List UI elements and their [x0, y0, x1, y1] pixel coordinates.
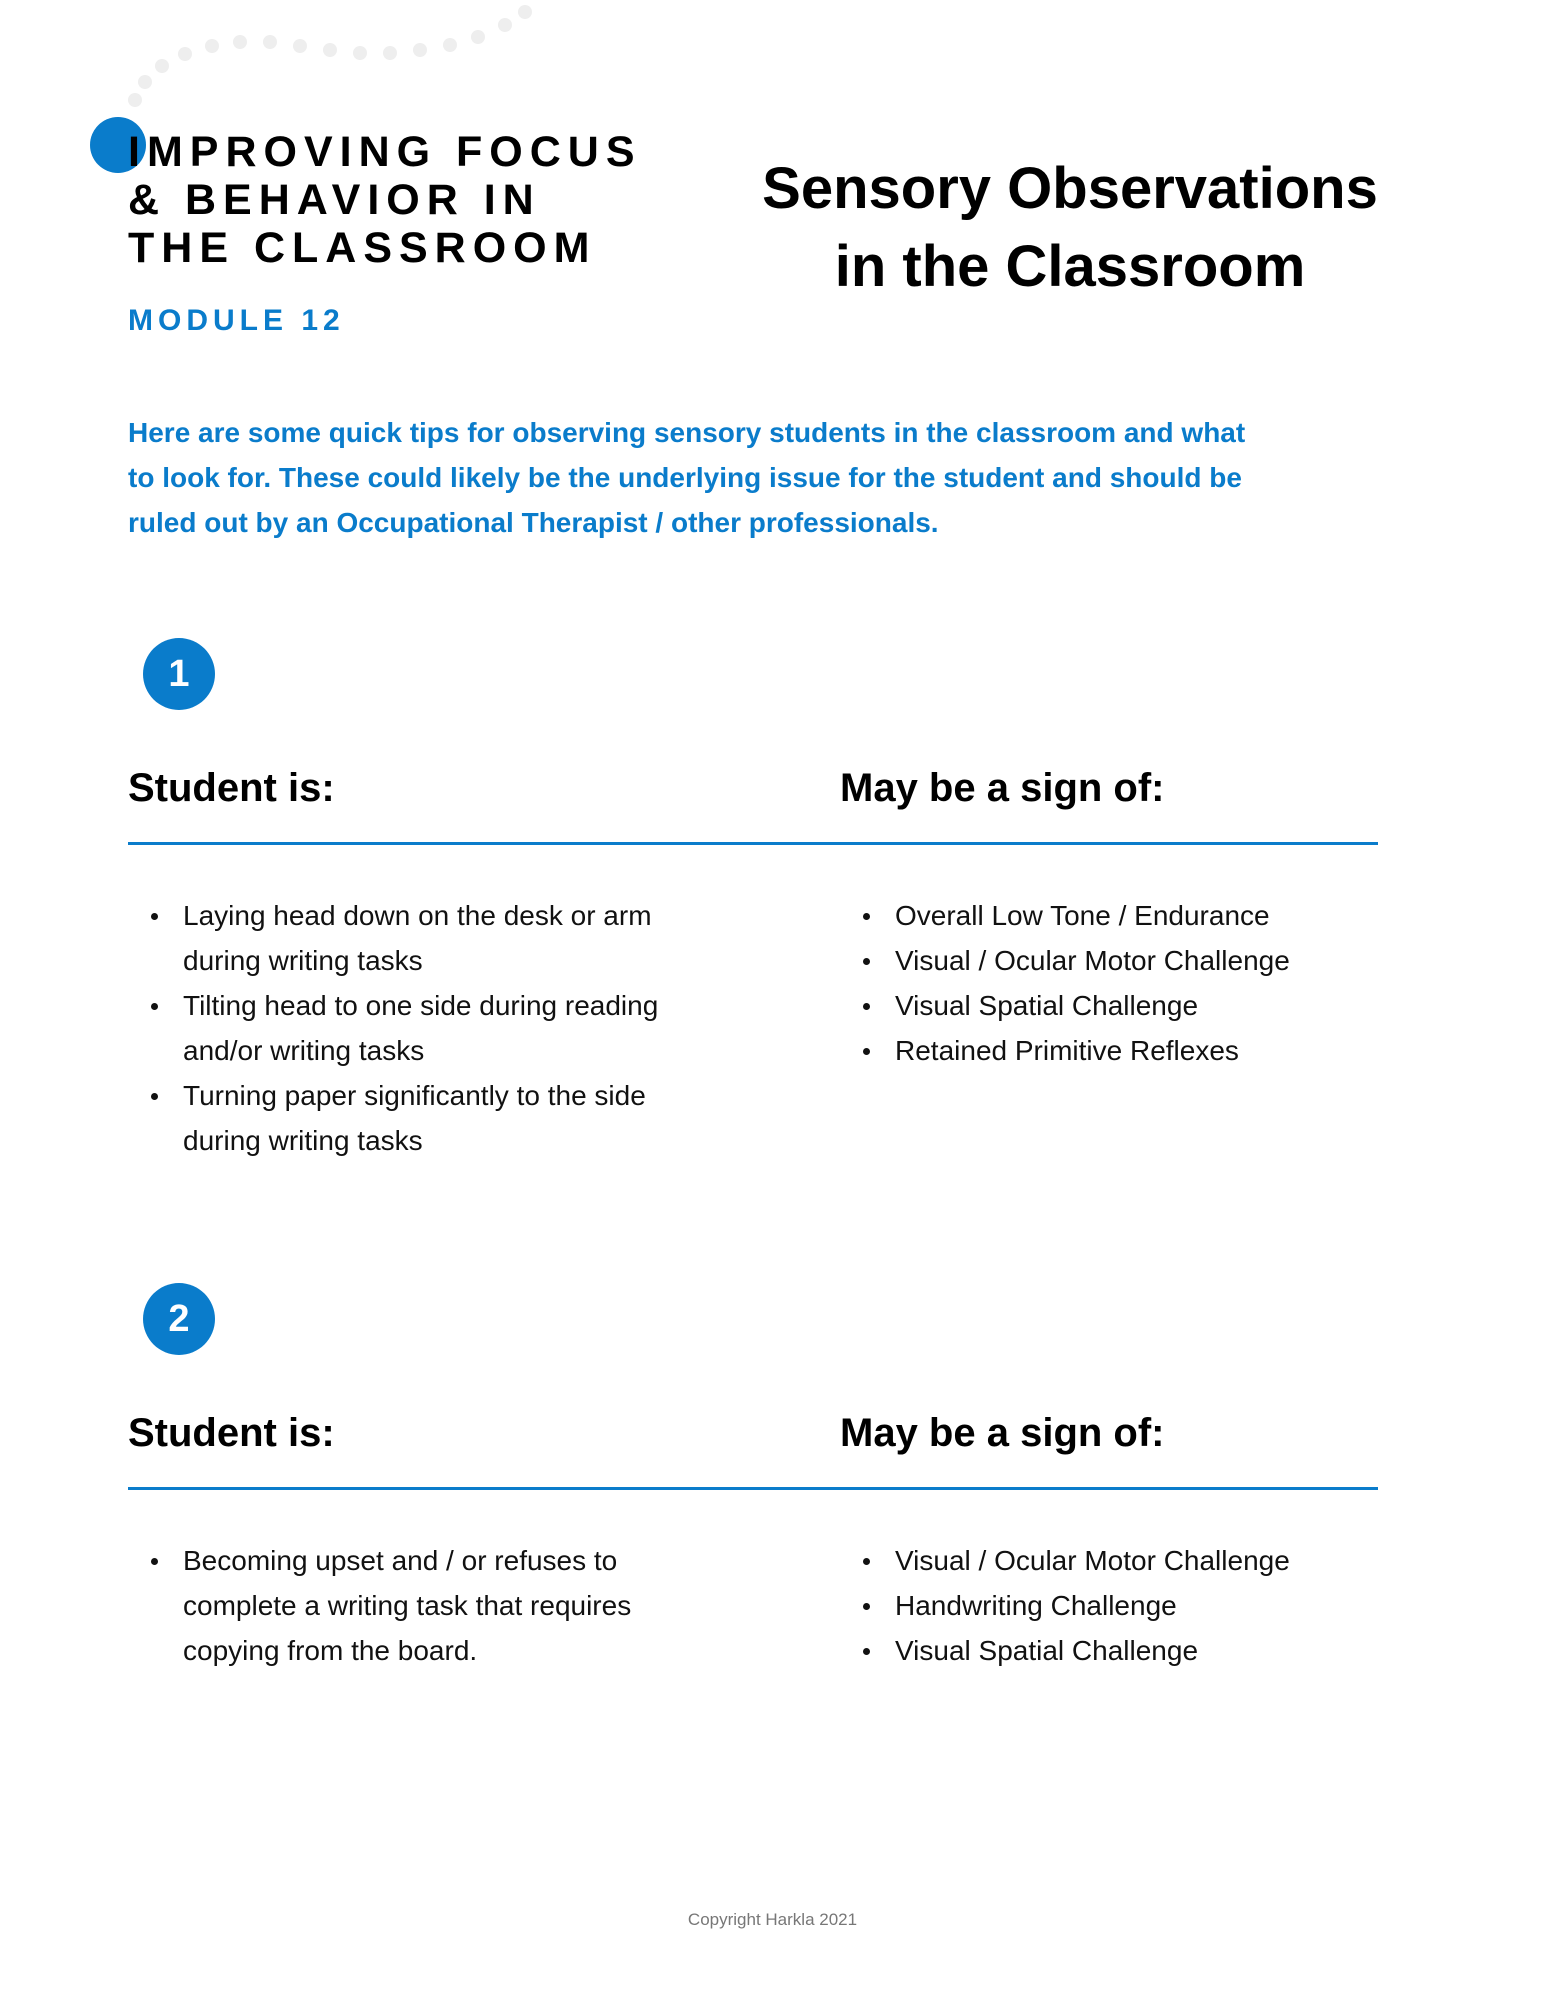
student-is-heading: Student is: — [128, 1411, 335, 1455]
section-divider — [128, 842, 1378, 845]
copyright-footer: Copyright Harkla 2021 — [687, 1910, 858, 1929]
course-title-line: & BEHAVIOR IN — [128, 176, 541, 224]
list-item — [128, 1538, 728, 1673]
list-item: Visual Spatial Challenge — [840, 983, 1440, 1028]
list-item-line: during writing tasks — [183, 945, 423, 976]
course-title-line: THE CLASSROOM — [128, 224, 597, 272]
list-item: Overall Low Tone / Endurance — [840, 893, 1440, 938]
list-item: Visual Spatial Challenge — [840, 1628, 1440, 1673]
list-item-line: during writing tasks — [183, 1125, 423, 1156]
section-number-badge: 1 — [143, 638, 215, 710]
course-title — [128, 128, 688, 272]
intro-line: ruled out by an Occupational Therapist / other professionals. — [128, 507, 939, 538]
list-item-line: Tilting head to one side during reading — [183, 990, 659, 1021]
page-title — [700, 150, 1440, 306]
sign-of-list — [840, 893, 1440, 1073]
list-item: Retained Primitive Reflexes — [840, 1028, 1440, 1073]
module-label: MODULE 12 — [128, 304, 345, 337]
sign-of-heading: May be a sign of: — [840, 766, 1165, 810]
section-number-badge: 2 — [143, 1283, 215, 1355]
list-item — [128, 1073, 728, 1163]
list-item-line: and/or writing tasks — [183, 1035, 425, 1066]
list-item: Handwriting Challenge — [840, 1583, 1440, 1628]
list-item — [128, 983, 728, 1073]
page-title-line: Sensory Observations — [762, 156, 1378, 221]
intro-paragraph — [128, 410, 1418, 545]
section-divider — [128, 1487, 1378, 1490]
page-title-line: in the Classroom — [834, 234, 1306, 299]
intro-line: Here are some quick tips for observing sensory students in the classroom and what — [128, 417, 1246, 448]
list-item — [128, 893, 728, 983]
course-title-line: IMPROVING FOCUS — [128, 128, 642, 176]
student-is-heading: Student is: — [128, 766, 335, 810]
list-item-line: Becoming upset and / or refuses to — [183, 1545, 618, 1576]
sign-of-list — [840, 1538, 1440, 1673]
student-is-list — [128, 1538, 728, 1673]
intro-line: to look for. These could likely be the underlying issue for the student and should be — [128, 462, 1242, 493]
sign-of-heading: May be a sign of: — [840, 1411, 1165, 1455]
student-is-list — [128, 893, 728, 1163]
list-item-line: Turning paper significantly to the side — [183, 1080, 646, 1111]
list-item-line: complete a writing task that requires — [183, 1590, 632, 1621]
list-item: Visual / Ocular Motor Challenge — [840, 1538, 1440, 1583]
list-item-line: copying from the board. — [183, 1635, 478, 1666]
list-item-line: Laying head down on the desk or arm — [183, 900, 652, 931]
list-item: Visual / Ocular Motor Challenge — [840, 938, 1440, 983]
